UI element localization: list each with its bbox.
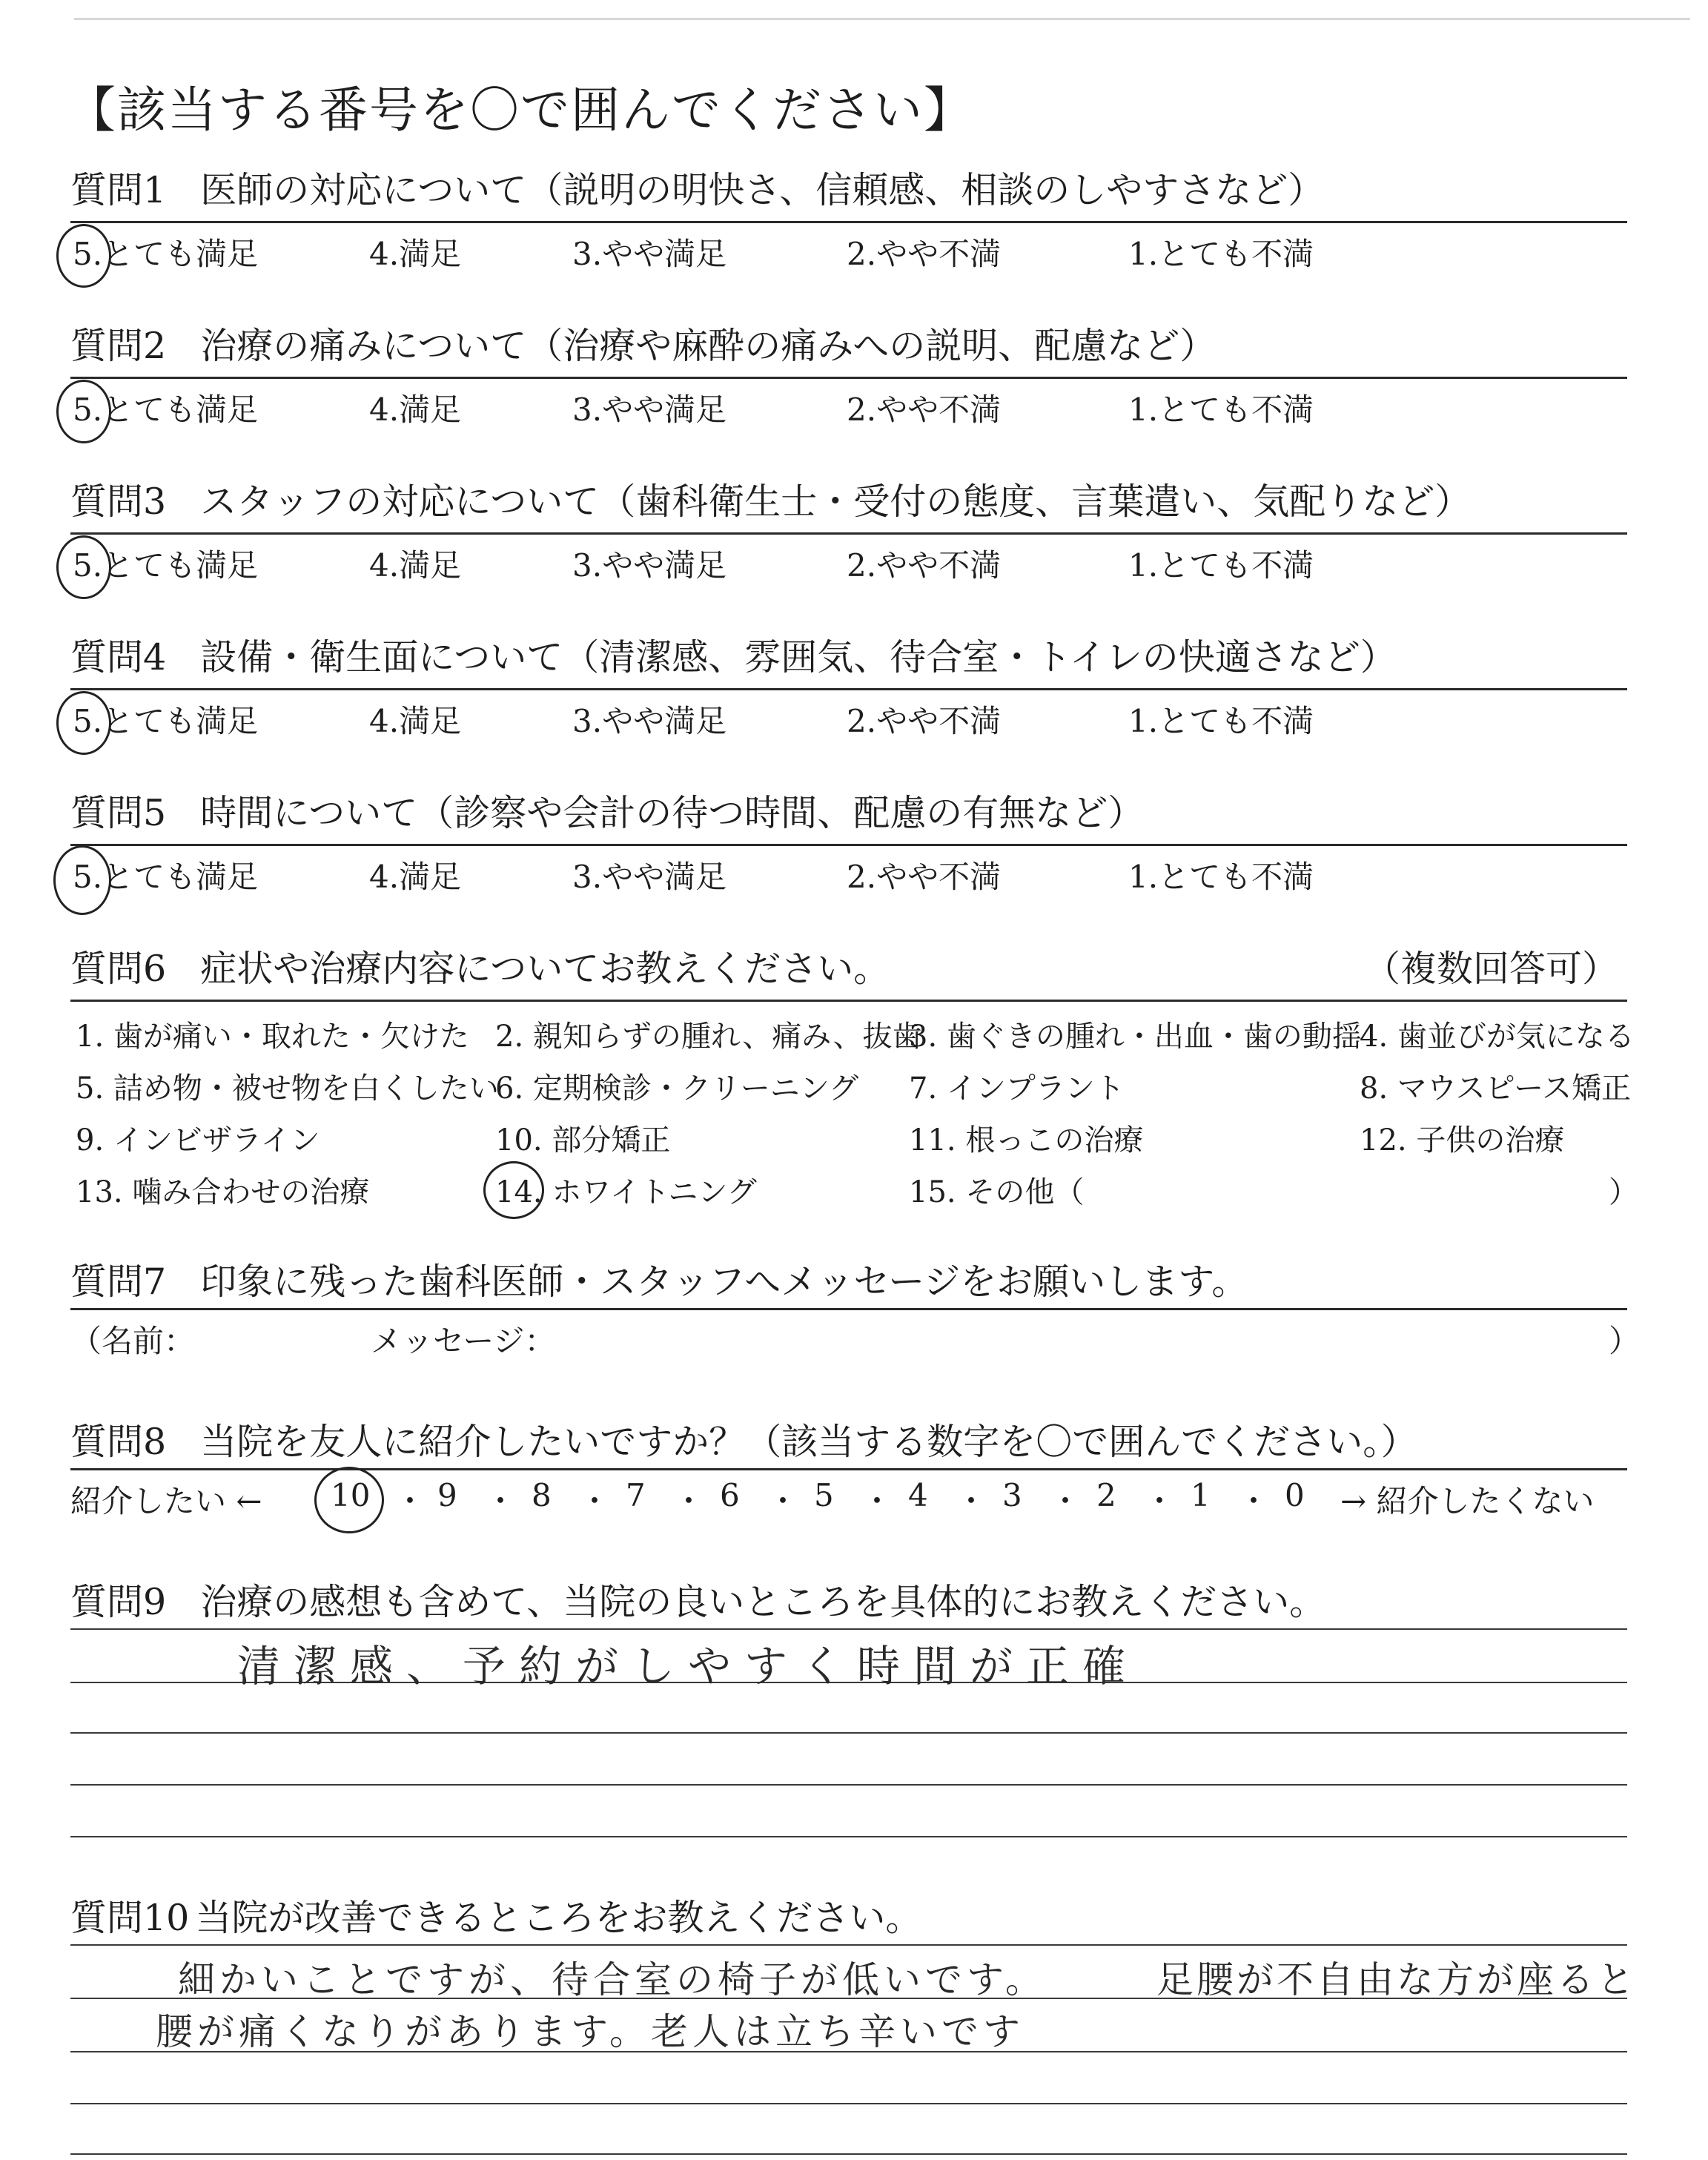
question-3-header [70,473,1471,525]
question-9-header [70,1573,1325,1625]
scale-dot: ・ [394,1483,426,1519]
question-text: 設備・衛生面について（清潔感、雰囲気、待合室・トイレの快適さなど） [200,636,1397,678]
q6-option-15-close: ） [1609,1175,1638,1209]
q6-option-6[interactable]: 6. 定期検診・クリーニング [495,1071,859,1106]
question-text: 当院を友人に紹介したいですか？（該当する数字を〇で囲んでください。） [200,1421,1417,1463]
question-label: 質問7 [70,1261,167,1303]
q9-answer-line-5 [70,1836,1627,1837]
scale-9[interactable]: 9 [437,1477,457,1513]
q4-selection-circle [56,691,111,755]
q6-option-15[interactable]: 15. その他（ [909,1175,1085,1209]
scale-2[interactable]: 2 [1096,1477,1116,1513]
q3-option-3[interactable]: 3.やや満足 [572,547,727,584]
q10-handwritten-answer-line-1b: 足腰が不自由な方が座ると [1156,1958,1637,2001]
q2-option-2[interactable]: 2.やや不満 [847,392,1002,428]
q6-option-3[interactable]: 3. 歯ぐきの腫れ・出血・歯の動揺 [909,1020,1362,1054]
scale-10[interactable]: 10 [331,1477,371,1513]
question-label: 質問1 [70,169,167,211]
q3-option-1[interactable]: 1.とても不満 [1128,547,1314,584]
question-7-rule [70,1308,1627,1310]
q2-option-3[interactable]: 3.やや満足 [572,392,727,428]
question-text: 治療の痛みについて（治療や麻酔の痛みへの説明、配慮など） [200,325,1217,367]
question-8-header [70,1413,1417,1465]
q1-option-5[interactable]: 5.とても満足 [73,236,259,272]
q6-option-10[interactable]: 10. 部分矯正 [495,1123,671,1157]
recommend-left-label: 紹介したい ← [70,1483,262,1519]
scale-5[interactable]: 5 [814,1477,834,1513]
q3-option-5[interactable]: 5.とても満足 [73,547,259,584]
q1-option-1[interactable]: 1.とても不満 [1128,236,1314,272]
q1-option-4[interactable]: 4.満足 [369,236,462,272]
q10-answer-line-5 [70,2153,1627,2155]
question-1-header [70,162,1324,214]
q4-option-3[interactable]: 3.やや満足 [572,703,727,739]
q5-option-4[interactable]: 4.満足 [369,859,462,895]
question-text: 医師の対応について（説明の明快さ、信頼感、相談のしやすさなど） [200,169,1325,211]
q5-option-1[interactable]: 1.とても不満 [1128,859,1314,895]
q9-answer-line-1 [70,1628,1627,1630]
scale-dot: ・ [1238,1483,1270,1519]
question-text: 症状や治療内容についてお教えください。 [200,948,890,990]
q1-selection-circle [56,224,111,288]
scale-dot: ・ [956,1483,987,1519]
question-text: スタッフの対応について（歯科衛生士・受付の態度、言葉遣い、気配りなど） [200,480,1472,523]
message-close: ） [1609,1323,1641,1359]
question-2-header [70,317,1216,369]
question-label: 質問5 [70,792,167,834]
q10-handwritten-answer-line-1: 細かいことですが、待合室の椅子が低いです。 [178,1958,1047,2001]
question-label: 質問10 [70,1897,190,1939]
question-8-rule [70,1468,1627,1470]
question-label: 質問4 [70,636,167,678]
q6-option-2[interactable]: 2. 親知らずの腫れ、痛み、抜歯 [495,1020,922,1054]
question-text: 当院が改善できるところをお教えください。 [195,1897,922,1939]
q6-option-9[interactable]: 9. インビザライン [76,1123,320,1157]
q6-option-5[interactable]: 5. 詰め物・被せ物を白くしたい [76,1071,499,1106]
q4-option-2[interactable]: 2.やや不満 [847,703,1002,739]
question-text: 時間について（診察や会計の待つ時間、配慮の有無など） [200,792,1145,834]
q10-answer-line-1 [70,1944,1627,1946]
question-text: 印象に残った歯科医師・スタッフへメッセージをお願いします。 [200,1261,1248,1303]
q6-selection-circle [483,1161,544,1219]
scale-dot: ・ [1144,1483,1176,1519]
q6-option-4[interactable]: 4. 歯並びが気になる [1360,1020,1635,1054]
question-text: 治療の感想も含めて、当院の良いところを具体的にお教えください。 [200,1581,1326,1623]
q3-option-2[interactable]: 2.やや不満 [847,547,1002,584]
question-1-rule [70,221,1627,223]
scale-dot: ・ [485,1483,517,1519]
question-label: 質問8 [70,1421,167,1463]
scale-7[interactable]: 7 [626,1477,646,1513]
q6-option-12[interactable]: 12. 子供の治療 [1360,1123,1565,1157]
question-7-header [70,1253,1248,1305]
question-4-header [70,629,1397,681]
q6-option-7[interactable]: 7. インプラント [909,1071,1125,1106]
q6-option-1[interactable]: 1. 歯が痛い・取れた・欠けた [76,1020,469,1054]
scale-dot: ・ [861,1483,893,1519]
question-4-rule [70,688,1627,690]
q9-answer-line-3 [70,1732,1627,1734]
q1-option-3[interactable]: 3.やや満足 [572,236,727,272]
q9-handwritten-answer: 清潔感、予約がしやすく時間が正確 [237,1641,1139,1691]
q9-answer-line-4 [70,1784,1627,1786]
question-label: 質問2 [70,325,167,367]
q4-option-4[interactable]: 4.満足 [369,703,462,739]
q5-option-5[interactable]: 5.とても満足 [73,859,259,895]
recommend-right-label: → 紹介したくない [1340,1483,1595,1519]
scale-dot: ・ [767,1483,799,1519]
q2-option-5[interactable]: 5.とても満足 [73,392,259,428]
q2-selection-circle [56,380,111,443]
scale-1[interactable]: 1 [1191,1477,1211,1513]
scale-dot: ・ [579,1483,611,1519]
q6-option-13[interactable]: 13. 噛み合わせの治療 [76,1175,370,1209]
q6-option-14[interactable]: 14. ホワイトニング [495,1175,757,1209]
scale-6[interactable]: 6 [720,1477,740,1513]
q5-selection-circle [53,845,111,915]
q2-option-1[interactable]: 1.とても不満 [1128,392,1314,428]
q10-handwritten-answer-line-2: 腰が痛くなりがあります。老人は立ち辛いです [156,2010,1025,2053]
question-10-header [70,1889,921,1941]
scale-dot: ・ [673,1483,705,1519]
page-title: 【該当する番号を〇で囲んでください】 [67,82,974,139]
q3-option-4[interactable]: 4.満足 [369,547,462,584]
question-2-rule [70,377,1627,379]
q6-option-8[interactable]: 8. マウスピース矯正 [1360,1071,1632,1106]
question-6-rule [70,1000,1627,1002]
q4-option-5[interactable]: 5.とても満足 [73,703,259,739]
question-6-header [70,940,890,992]
q5-option-3[interactable]: 3.やや満足 [572,859,727,895]
question-label: 質問6 [70,948,167,990]
q6-option-11[interactable]: 11. 根っこの治療 [909,1123,1144,1157]
q8-selection-circle [314,1467,384,1533]
question-5-header [70,785,1144,836]
question-label: 質問9 [70,1581,167,1623]
scale-0[interactable]: 0 [1285,1477,1305,1513]
q5-option-2[interactable]: 2.やや不満 [847,859,1002,895]
question-label: 質問3 [70,480,167,523]
question-3-rule [70,532,1627,535]
q1-option-2[interactable]: 2.やや不満 [847,236,1002,272]
scale-8[interactable]: 8 [532,1477,552,1513]
top-border [74,18,1690,20]
multiple-answers-note: （複数回答可） [1364,948,1619,990]
scale-3[interactable]: 3 [1002,1477,1022,1513]
name-label: （名前： [70,1323,196,1359]
scale-4[interactable]: 4 [908,1477,928,1513]
message-label: メッセージ： [371,1323,556,1359]
q4-option-1[interactable]: 1.とても不満 [1128,703,1314,739]
question-5-rule [70,844,1627,846]
q3-selection-circle [56,535,111,599]
q2-option-4[interactable]: 4.満足 [369,392,462,428]
q10-answer-line-4 [70,2103,1627,2104]
scale-dot: ・ [1050,1483,1082,1519]
